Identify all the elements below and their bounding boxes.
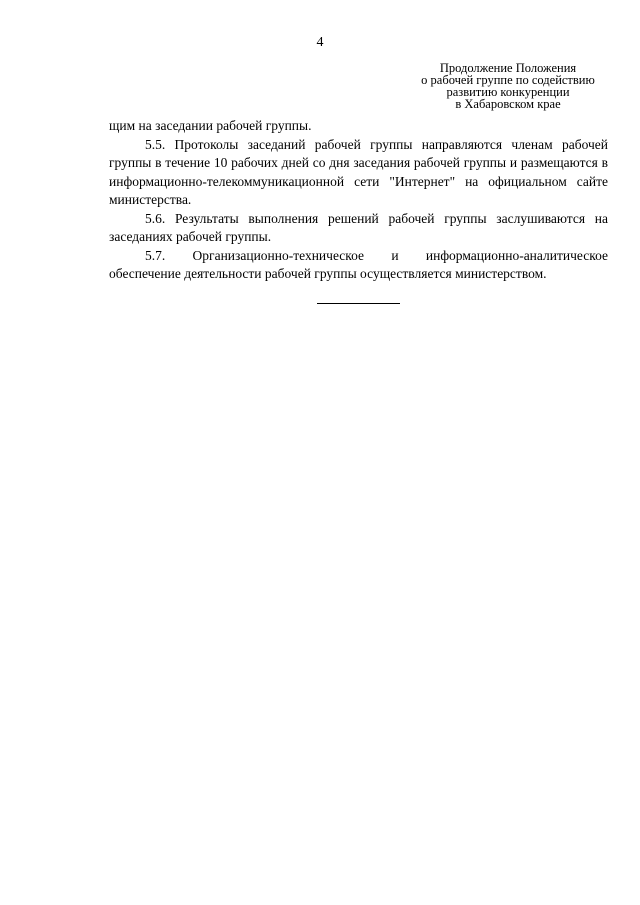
- page-number: 4: [316, 35, 324, 50]
- closing-divider: [317, 303, 400, 304]
- paragraph-5-7: 5.7. Организационно-техническое и информационно-аналитическое обеспечение деятельности рабочей группы осуществляется министерством.: [109, 247, 608, 281]
- header-line: Продолжение Положения: [439, 61, 577, 75]
- header-line: в Хабаровском крае: [455, 97, 561, 111]
- continuation-header: [400, 62, 616, 110]
- paragraph-5-5: 5.5. Протоколы заседаний рабочей группы направляются членам рабочей группы в течение 10 рабочих дней со дня заседания рабочей группы и размещаются в информационно-телекоммуникационной сети "Интернет" на официальном сайте министерства.: [109, 136, 608, 207]
- paragraph-continuation: щим на заседании рабочей группы.: [109, 118, 312, 133]
- header-line: развитию конкуренции: [446, 85, 570, 99]
- document-body: [109, 117, 608, 284]
- header-line: о рабочей группе по содействию: [421, 73, 595, 87]
- paragraph-5-6: 5.6. Результаты выполнения решений рабочей группы заслушиваются на заседаниях рабочей группы.: [109, 210, 608, 244]
